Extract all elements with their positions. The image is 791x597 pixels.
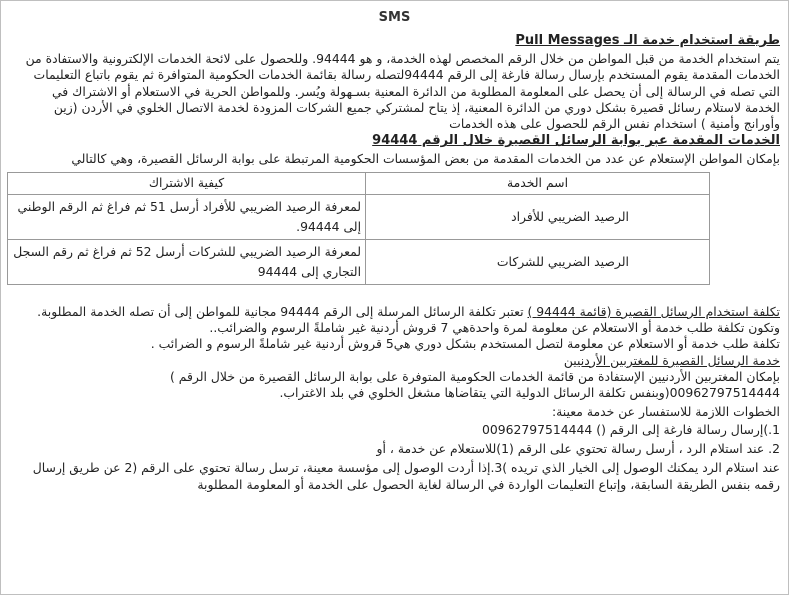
cost-line2: تكلفة طلب خدمة أو الاستعلام عن معلومة لتصل المستخدم بشكل دوري هي5 قروش أردنية غير شاملةً الرسوم و الضرائب . [150, 336, 780, 352]
main-content [15, 32, 780, 493]
services-intro: بإمكان المواطن الإستعلام عن عدد من الخدمات المقدمة من بعض المؤسسات الحكومية المرتبطة على بوابة الرسائل القصيرة، وهي كالتالي [71, 151, 780, 167]
steps-title: الخطوات اللازمة للاستفسار عن خدمة معينة: [551, 403, 780, 419]
table-cell-service: الرصيد الضريبي للأفراد [366, 194, 710, 239]
cost-line1: تعتبر تكلفة الرسائل المرسلة إلى الرقم 94444 مجانية للمواطن إلى أن تصله الخدمة المطلوبة. وتكون تكلفة طلب خدمة أو الاستعلام عن معلومة لمرة واحدةهي 7 قروش أردنية غير شاملةً الرسوم والضرائب.. [37, 303, 780, 336]
table-cell-how: لمعرفة الرصيد الضريبي للأفراد أرسل 51 ثم فراغ ثم الرقم الوطني إلى 94444. [8, 194, 366, 239]
table-row [8, 194, 710, 239]
table-row [8, 239, 710, 284]
step-2: 2. عند استلام الرد ، أرسل رسالة تحتوي على الرقم (1)للاستعلام عن خدمة ، أو [376, 441, 780, 457]
expat-line2: 00962797514444(وبنفس تكلفة الرسائل الدولية التي يتقاضاها مشغل الخلوي في بلد الاغتراب. [279, 385, 780, 401]
pull-paragraph: يتم استخدام الخدمة من قبل المواطن من خلال الرقم المخصص لهذه الخدمة، و هو 94444. وللحصول على لائحة الخدمات الإلكترونية والاستفادة من الخدمات المقدمة يقوم المستخدم بإرسال رسالة فارغة إلى الرقم 94444لتصله رسالة بقائمة الخدمات الحكومية المتوافرة ثم يقوم باتباع التعليمات التي تصله في الرسالة إلى أن يحصل على المعلومة المطلوبة من الدائرة المعنية بسـهولة ويُسر. وللمواطن الحرية في الاستعلام أو الاشتراك في الخدمة لاستلام رسائل قصيرة بشكل دوري من الدائرة المعنية، إذ يتاح لمشتركي جميع الشركات المزودة لخدمة الاتصال الخلوي في الأردن (زين وأورانج وأمنية ) استخدام نفس الرقم للحصول على هذه الخدمات [25, 51, 780, 132]
expat-line1: بإمكان المغتربين الأردنيين الإستفادة من قائمة الخدمات الحكومية المتوفرة على بوابة الرسائل القصيرة من خلال الرقم ) [169, 368, 780, 384]
step-3: عند استلام الرد يمكنك الوصول إلى الخيار الذي تريده )3.إذا أردت الوصول إلى مؤسسة معينة، ترسل رسالة تحتوي على الرقم (2 عن طريق إرسال رقمه بنفس الطريقة السابقة، وإتباع التعليمات الواردة في الرسالة لغاية الحصول على الخدمة أو المعلومة المطلوبة [32, 460, 780, 492]
services-table [7, 172, 710, 285]
column-header-service: اسم الخدمة [366, 172, 710, 194]
table-cell-how: لمعرفة الرصيد الضريبي للشركات أرسل 52 ثم فراغ ثم رقم السجل التجاري إلى 94444 [8, 239, 366, 284]
cost-link[interactable]: تكلفة استخدام الرسائل القصيرة (قائمة 94444 ) [527, 303, 780, 319]
step-1: 1.)إرسال رسالة فارغة إلى الرقم () 00962797514444 [481, 421, 780, 437]
cost-paragraph [15, 304, 780, 337]
pull-heading: طريقة استخدام خدمة الـ Pull Messages [515, 33, 780, 48]
table-header-row [8, 172, 710, 194]
column-header-subscribe: كيفية الاشتراك [8, 172, 366, 194]
services-heading: الخدمات المقدمة عبر بوابة الرسائل القصيرة خلال الرقم 94444 [372, 133, 780, 149]
table-cell-service: الرصيد الضريبي للشركات [366, 239, 710, 284]
page-title: SMS [378, 10, 411, 25]
expat-heading: خدمة الرسائل القصيرة للمغتربين الأردنيين [563, 352, 780, 368]
